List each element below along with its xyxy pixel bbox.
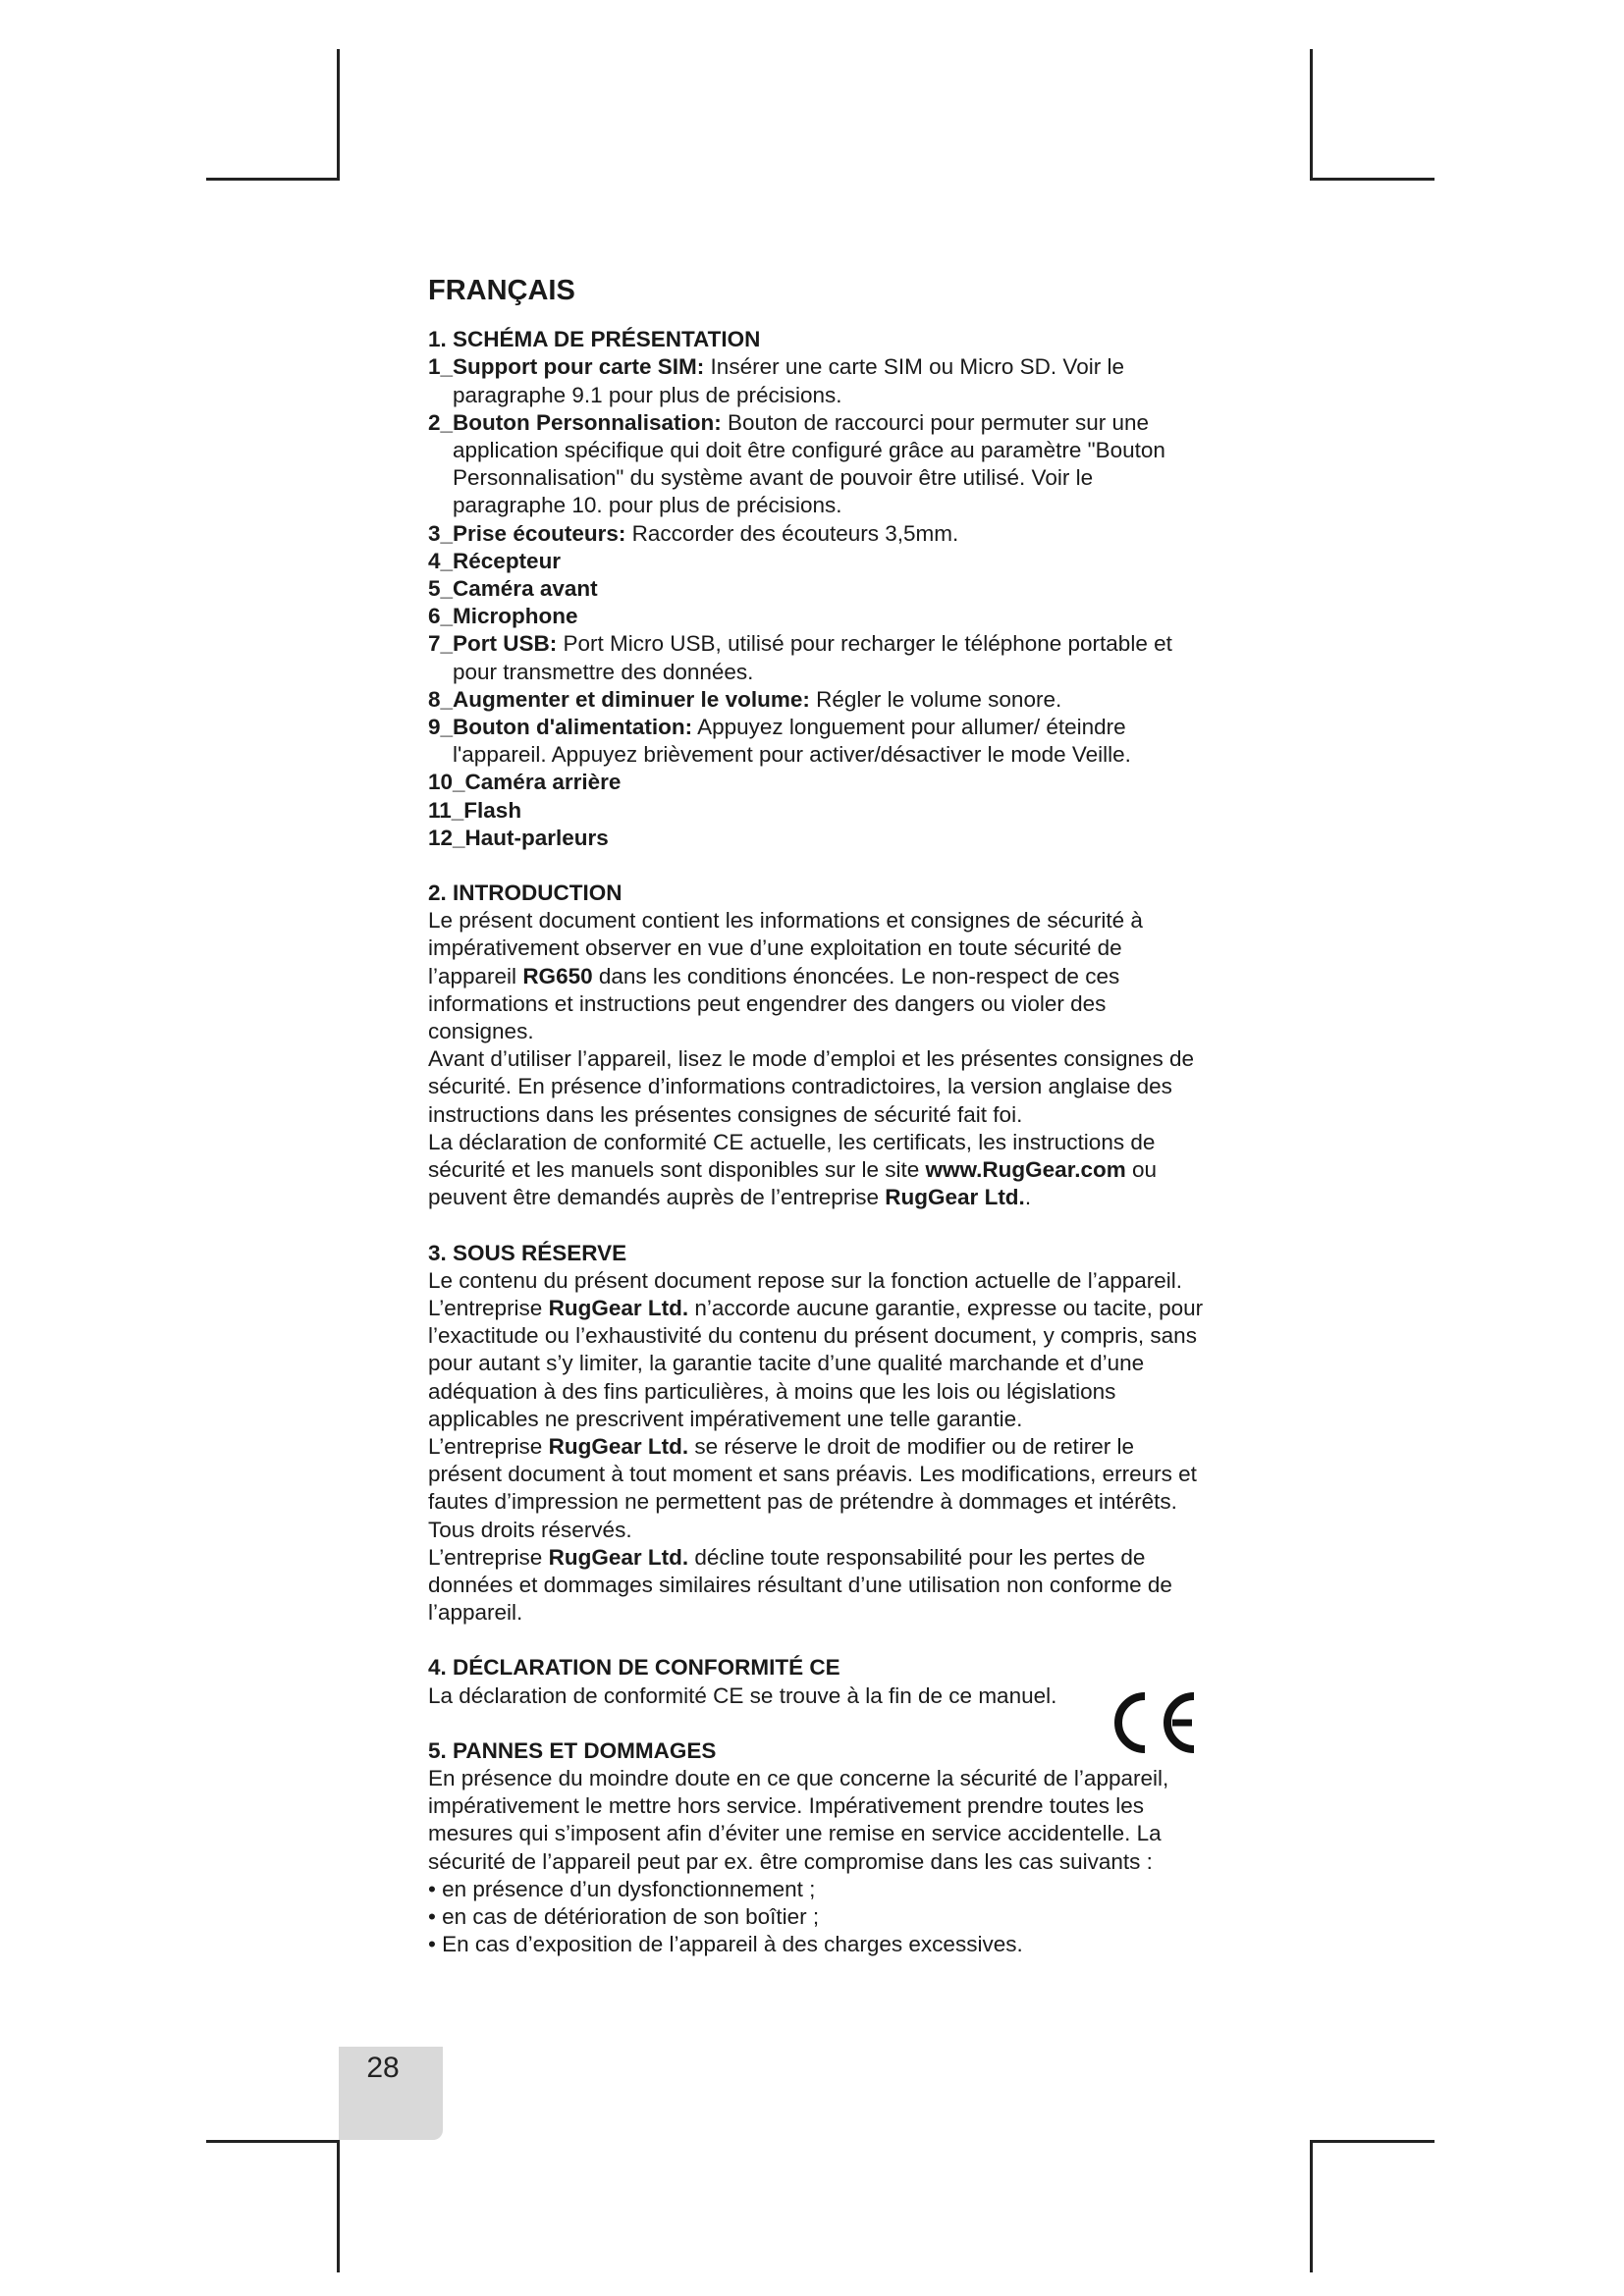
- section-1-heading: 1. SCHÉMA DE PRÉSENTATION: [428, 327, 761, 352]
- crop-mark-bottom-left-v: [337, 2140, 340, 2272]
- section-3-heading: 3. SOUS RÉSERVE: [428, 1240, 627, 1265]
- list-item: 11_Flash: [428, 797, 522, 823]
- crop-mark-top-right-h: [1310, 178, 1435, 181]
- disclaimer-paragraph-2: L’entreprise RugGear Ltd. se réserve le droit de modifier ou de retirer le présent document à tout moment et sans préavis. Les modifications, erreurs et fautes d’impression ne permettent pas de prétendre à dommages et intérêts. Tous droits réservés.: [428, 1433, 1197, 1542]
- page-number: 28: [366, 2052, 400, 2084]
- declaration-text: La déclaration de conformité CE se trouve à la fin de ce manuel.: [428, 1682, 1057, 1708]
- list-item: 7_Port USB: Port Micro USB, utilisé pour recharger le téléphone portable et pour transmettre des données.: [428, 631, 1172, 684]
- ce-mark-icon: [1104, 1688, 1202, 1757]
- damage-paragraph: En présence du moindre doute en ce que concerne la sécurité de l’appareil, impérativement le mettre hors service. Impérativement prendre toutes les mesures qui s’imposent afin d’éviter une remise en service accidentelle. La sécurité de l’appareil peut par ex. être compromise dans les cas suivants :: [428, 1765, 1169, 1874]
- list-item: • en cas de détérioration de son boîtier ;: [428, 1903, 820, 1929]
- intro-paragraph-1: Le présent document contient les informations et consignes de sécurité à impérativement observer en vue d’une exploitation en toute sécurité de l’appareil RG650 dans les conditions énoncées. Le non-respect de ces informations et instructions peut engendrer des dangers ou violer des consignes.: [428, 908, 1143, 1044]
- list-item: 2_Bouton Personnalisation: Bouton de raccourci pour permuter sur une application spécifique qui doit être configuré grâce au paramètre "Bouton Personnalisation" du système avant de pouvoir être utilisé. Voir le paragraphe 10. pour plus de précisions.: [428, 409, 1165, 518]
- section-5-heading: 5. PANNES ET DOMMAGES: [428, 1737, 717, 1763]
- section-2-heading: 2. INTRODUCTION: [428, 881, 623, 906]
- crop-mark-top-left-v: [337, 49, 340, 180]
- list-item: 9_Bouton d'alimentation: Appuyez longuement pour allumer/ éteindre l'appareil. Appuyez brièvement pour activer/désactiver le mode Veille.: [428, 715, 1131, 768]
- list-item: 4_Récepteur: [428, 548, 562, 573]
- intro-paragraph-3: La déclaration de conformité CE actuelle, les certificats, les instructions de sécurité et les manuels sont disponibles sur le site www.RugGear.com ou peuvent être demandés auprès de l’entreprise RugGear Ltd..: [428, 1129, 1158, 1210]
- list-item: 6_Microphone: [428, 604, 578, 629]
- crop-mark-bottom-right-v: [1310, 2140, 1313, 2272]
- language-title: FRANÇAIS: [428, 275, 575, 306]
- list-item: 8_Augmenter et diminuer le volume: Régler le volume sonore.: [428, 686, 1062, 712]
- crop-mark-top-left-h: [206, 178, 340, 181]
- crop-mark-bottom-right-h: [1310, 2140, 1435, 2143]
- website-link[interactable]: www.RugGear.com: [925, 1157, 1126, 1183]
- list-item: • En cas d’exposition de l’appareil à des charges excessives.: [428, 1932, 1023, 1957]
- intro-paragraph-2: Avant d’utiliser l’appareil, lisez le mode d’emploi et les présentes consignes de sécurité. En présence d’informations contradictoires, la version anglaise des instructions dans les présentes consignes de sécurité fait foi.: [428, 1046, 1195, 1127]
- list-item: • en présence d’un dysfonctionnement ;: [428, 1876, 816, 1901]
- list-item: 10_Caméra arrière: [428, 770, 622, 795]
- feature-list: [428, 353, 1204, 852]
- list-item: 12_Haut-parleurs: [428, 825, 609, 850]
- crop-mark-top-right-v: [1310, 49, 1313, 180]
- crop-mark-bottom-left-h: [206, 2140, 340, 2143]
- document-body: [428, 277, 1204, 1958]
- disclaimer-paragraph-3: L’entreprise RugGear Ltd. décline toute responsabilité pour les pertes de données et dommages similaires résultant d’une utilisation non conforme de l’appareil.: [428, 1544, 1172, 1626]
- list-item: 5_Caméra avant: [428, 576, 598, 602]
- list-item: 3_Prise écouteurs: Raccorder des écouteurs 3,5mm.: [428, 520, 959, 546]
- section-4-heading: 4. DÉCLARATION DE CONFORMITÉ CE: [428, 1655, 840, 1681]
- disclaimer-paragraph-1: Le contenu du présent document repose sur la fonction actuelle de l’appareil. L’entreprise RugGear Ltd. n’accorde aucune garantie, expresse ou tacite, pour l’exactitude ou l’exhaustivité du contenu du présent document, y compris, sans pour autant s’y limiter, la garantie tacite d’une qualité marchande et d’une adéquation à des fins particulières, à moins que les lois ou législations applicables ne prescrivent impérativement une telle garantie.: [428, 1267, 1204, 1431]
- list-item: 1_Support pour carte SIM: Insérer une carte SIM ou Micro SD. Voir le paragraphe 9.1 pour plus de précisions.: [428, 354, 1124, 407]
